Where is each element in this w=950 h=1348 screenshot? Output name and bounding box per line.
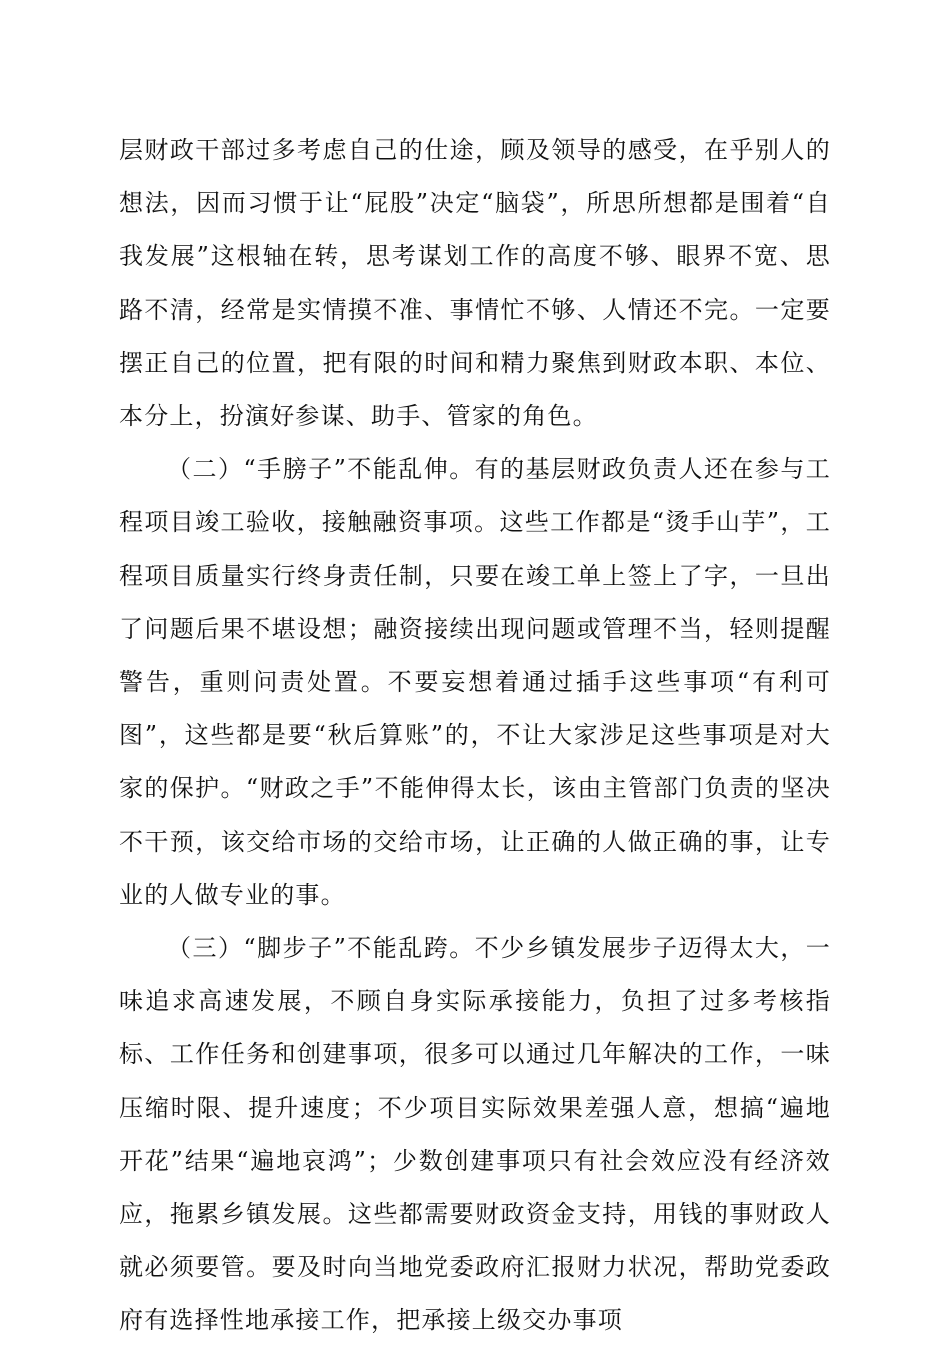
paragraph-continuation: 层财政干部过多考虑自己的仕途，顾及领导的感受，在乎别人的想法，因而习惯于让“屁股”决定“脑袋”，所思所想都是围着“自我发展”这根轴在转，思考谋划工作的高度不够、眼界不宽、思路不清，经常是实情摸不准、事情忙不够、人情还不完。一定要摆正自己的位置，把有限的时间和精力聚焦到财政本职、本位、本分上，扮演好参谋、助手、管家的角色。 bbox=[119, 136, 831, 431]
document-body bbox=[119, 124, 831, 1348]
paragraph-section-two: （二）“手膀子”不能乱伸。有的基层财政负责人还在参与工程项目竣工验收，接触融资事项。这些工作都是“烫手山芋”，工程项目质量实行终身责任制，只要在竣工单上签上了字，一旦出了问题后果不堪设想；融资接续出现问题或管理不当，轻则提醒警告，重则问责处置。不要妄想着通过插手这些事项“有利可图”，这些都是要“秋后算账”的，不让大家涉足这些事项是对大家的保护。“财政之手”不能伸得太长，该由主管部门负责的坚决不干预，该交给市场的交给市场，让正确的人做正确的事，让专业的人做专业的事。 bbox=[119, 455, 831, 909]
paragraph-section-three: （三）“脚步子”不能乱跨。不少乡镇发展步子迈得太大，一味追求高速发展，不顾自身实际承接能力，负担了过多考核指标、工作任务和创建事项，很多可以通过几年解决的工作，一味压缩时限、提升速度；不少项目实际效果差强人意，想搞“遍地开花”结果“遍地哀鸿”；少数创建事项只有社会效应没有经济效应，拖累乡镇发展。这些都需要财政资金支持，用钱的事财政人就必须要管。要及时向当地党委政府汇报财力状况，帮助党委政府有选择性地承接工作，把承接上级交办事项 bbox=[119, 934, 831, 1335]
